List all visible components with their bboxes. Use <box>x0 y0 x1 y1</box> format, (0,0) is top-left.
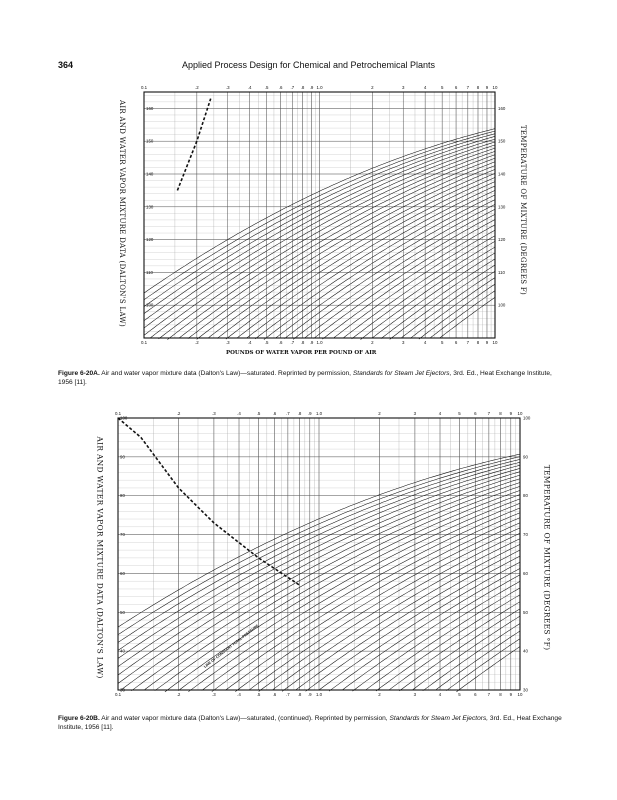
x-tick-label-top: 4 <box>438 411 442 416</box>
x-tick-label-top: .5 <box>264 85 269 90</box>
x-tick-label-top: 5 <box>458 411 461 416</box>
mixture-curve <box>121 479 520 690</box>
x-tick-label-bottom: .8 <box>300 340 305 345</box>
x-tick-label-bottom: 1.0 <box>315 692 323 697</box>
y-tick-label-left: 130 <box>146 204 154 210</box>
y-tick-label-right: 90 <box>523 454 528 460</box>
x-tick-label-top: .4 <box>237 411 241 416</box>
mixture-curve <box>188 503 520 692</box>
y-tick-label-left: 150 <box>146 138 154 144</box>
x-tick-label-top: .2 <box>176 411 181 416</box>
x-tick-label-bottom: 9 <box>485 340 489 345</box>
y-tick-label-right: 160 <box>498 105 506 111</box>
y-tick-label-right: 150 <box>498 138 506 144</box>
x-tick-label-top: .7 <box>290 85 295 90</box>
mixture-curve <box>272 539 520 691</box>
y-tick-label-right: 100 <box>523 415 531 421</box>
y-tick-label-left: 50 <box>120 609 125 615</box>
x-tick-label-top: 0.1 <box>114 411 122 416</box>
x-tick-label-bottom: .7 <box>290 340 295 345</box>
mixture-curve <box>212 513 520 692</box>
figure-a-caption-tail: 3rd. Ed., Heat Exchange Institute, 1956 [11]. <box>58 370 552 386</box>
figure-a-left-label: AIR AND WATER VAPOR MIXTURE DATA (DALTON'S LAW) <box>118 100 126 328</box>
y-tick-label-left: 100 <box>120 415 128 421</box>
figure-a-right-label: TEMPERATURE OF MIXTURE (DEGREES F) <box>519 124 527 296</box>
figure-a-caption-source: Standards for Steam Jet Ejectors, <box>352 370 452 377</box>
x-tick-label-bottom: 6 <box>454 340 458 345</box>
y-tick-label-left: 40 <box>120 648 125 654</box>
y-tick-label-right: 100 <box>498 302 506 308</box>
figure-b-right-label: TEMPERATURE OF MIXTURE (DEGREES °F) <box>542 464 552 651</box>
mixture-curve <box>131 483 520 691</box>
x-tick-label-bottom: 6 <box>474 692 477 697</box>
y-tick-label-left: 140 <box>146 171 154 177</box>
x-tick-label-top: 6 <box>454 85 458 90</box>
x-tick-label-top: .9 <box>309 85 314 90</box>
x-tick-label-top: .3 <box>212 411 216 416</box>
figure-a-caption-text: Air and water vapor mixture data (Dalton's Law)—saturated. Reprinted by permission, <box>101 370 351 377</box>
mixture-curve <box>306 556 520 691</box>
x-tick-label-top: 8 <box>499 411 502 416</box>
y-tick-label-left: 110 <box>146 269 153 275</box>
figure-b-caption-source: Standards for Steam Jet Ejectors, <box>389 715 489 722</box>
x-tick-label-bottom: .3 <box>225 340 230 345</box>
x-tick-label-bottom: 2 <box>378 692 381 697</box>
x-tick-label-bottom: 5 <box>458 692 461 697</box>
x-tick-label-bottom: .2 <box>194 340 199 345</box>
mixture-curve <box>456 647 520 692</box>
x-tick-label-bottom: 8 <box>499 692 502 697</box>
book-title: Applied Process Design for Chemical and Petrochemical Plants <box>181 60 436 70</box>
x-tick-label-top: 3 <box>402 85 405 90</box>
x-tick-label-bottom: .4 <box>237 692 241 697</box>
y-tick-label-left: 90 <box>120 454 125 460</box>
x-tick-label-bottom: 8 <box>476 340 480 345</box>
x-tick-label-bottom: .7 <box>286 692 290 697</box>
x-tick-label-bottom: .9 <box>307 692 312 697</box>
x-tick-label-top: .2 <box>194 85 199 90</box>
mixture-curve <box>446 639 520 691</box>
y-tick-label-right: 60 <box>523 570 528 576</box>
x-tick-label-bottom: 1.0 <box>316 340 323 345</box>
x-tick-label-top: 4 <box>423 85 427 90</box>
y-tick-label-right: 70 <box>523 532 528 538</box>
x-tick-label-bottom: .8 <box>297 692 302 697</box>
x-tick-label-bottom: 10 <box>517 692 523 697</box>
y-tick-label-right: 120 <box>498 237 506 243</box>
x-tick-label-top: 9 <box>509 411 513 416</box>
x-tick-label-top: 7 <box>487 411 491 416</box>
y-tick-label-right: 140 <box>498 171 506 177</box>
y-tick-label-right: 110 <box>498 269 505 275</box>
y-tick-label-left: 30 <box>120 687 125 693</box>
x-tick-label-bottom: 7 <box>487 692 491 697</box>
x-tick-label-top: .6 <box>278 85 283 90</box>
x-tick-label-top: 7 <box>466 85 470 90</box>
figure-a-caption-number: Figure 6-20A. <box>58 370 100 377</box>
x-tick-label-bottom: 2 <box>371 340 374 345</box>
x-tick-label-top: 8 <box>476 85 480 90</box>
x-tick-label-bottom: 4 <box>423 340 427 345</box>
x-tick-label-top: 3 <box>413 411 417 416</box>
x-tick-label-top: 10 <box>517 411 523 416</box>
x-tick-label-bottom: 3 <box>413 692 417 697</box>
x-tick-label-top: .5 <box>256 411 261 416</box>
x-tick-label-top: 2 <box>371 85 374 90</box>
x-tick-label-top: 6 <box>474 411 477 416</box>
x-tick-label-top: 1.0 <box>316 85 323 90</box>
x-tick-label-top: .4 <box>247 85 252 90</box>
y-tick-label-left: 70 <box>120 532 125 538</box>
x-tick-label-top: .8 <box>297 411 302 416</box>
x-tick-label-top: 2 <box>378 411 381 416</box>
x-tick-label-bottom: 0.1 <box>114 692 122 697</box>
mixture-curve <box>319 562 520 690</box>
y-tick-label-right: 40 <box>523 648 528 654</box>
x-tick-label-bottom: .2 <box>176 692 181 697</box>
x-tick-label-bottom: .5 <box>264 340 269 345</box>
x-tick-label-top: 10 <box>492 85 498 90</box>
figure-b-annotation: LINE OF CONSTANT TOTAL PRESSURE <box>203 623 260 669</box>
y-tick-label-right: 50 <box>523 609 528 615</box>
x-tick-label-bottom: .5 <box>256 692 261 697</box>
figure-a-x-label: POUNDS OF WATER VAPOR PER POUND OF AIR <box>226 350 377 356</box>
figure-b-caption <box>58 714 578 732</box>
figure-b-caption-tail: 3rd. Ed., Heat Exchange Institute, 1956 [11]. <box>58 715 562 731</box>
y-tick-label-left: 160 <box>146 105 154 111</box>
y-tick-label-left: 120 <box>146 237 154 243</box>
y-tick-label-left: 100 <box>146 302 154 308</box>
y-tick-label-right: 30 <box>523 687 528 693</box>
x-tick-label-bottom: 10 <box>492 340 498 345</box>
x-tick-label-top: .3 <box>225 85 230 90</box>
x-tick-label-top: 5 <box>440 85 444 90</box>
y-tick-label-right: 80 <box>523 493 528 499</box>
x-tick-label-bottom: .3 <box>212 692 216 697</box>
x-tick-label-top: 1.0 <box>315 411 323 416</box>
x-tick-label-bottom: 9 <box>509 692 513 697</box>
x-tick-label-bottom: .4 <box>247 340 252 345</box>
figure-b-left-label: AIR AND WATER VAPOR MIXTURE DATA (DALTON'S LAW) <box>95 436 105 679</box>
x-tick-label-bottom: .6 <box>272 692 277 697</box>
x-tick-label-bottom: 3 <box>402 340 405 345</box>
y-tick-label-right: 130 <box>498 204 506 210</box>
x-tick-label-top: 0.1 <box>140 85 148 90</box>
x-tick-label-bottom: 4 <box>438 692 442 697</box>
x-tick-label-top: .8 <box>300 85 305 90</box>
x-tick-label-bottom: 7 <box>466 340 470 345</box>
x-tick-label-bottom: 0.1 <box>140 340 148 345</box>
x-tick-label-top: .7 <box>286 411 290 416</box>
page-number: 364 <box>58 60 74 70</box>
x-tick-label-top: .9 <box>307 411 312 416</box>
mixture-curve <box>249 528 520 690</box>
x-tick-label-bottom: .6 <box>278 340 283 345</box>
x-tick-label-top: .6 <box>272 411 277 416</box>
y-tick-label-left: 80 <box>120 493 125 499</box>
saturation-line <box>118 415 300 585</box>
x-tick-label-bottom: 5 <box>440 340 444 345</box>
x-tick-label-bottom: .9 <box>309 340 314 345</box>
figure-b-caption-text: Air and water vapor mixture data (Dalton's Law)—saturated, (continued). Reprinted by permission, <box>101 715 388 722</box>
figure-b-caption-number: Figure 6-20B. <box>58 715 100 722</box>
x-tick-label-top: 9 <box>485 85 489 90</box>
y-tick-label-left: 60 <box>120 570 125 576</box>
